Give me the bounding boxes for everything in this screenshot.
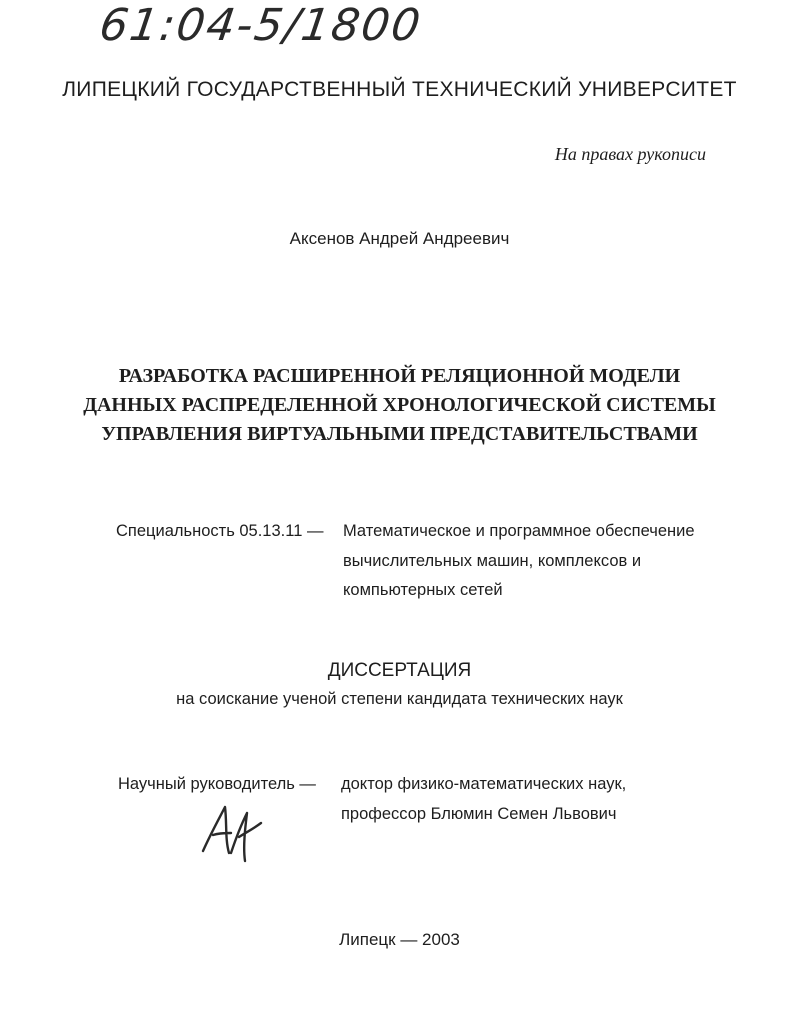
advisor-label: Научный руководитель — <box>118 775 316 793</box>
author-name: Аксенов Андрей Андреевич <box>289 229 510 248</box>
university-name: ЛИПЕЦКИЙ ГОСУДАРСТВЕННЫЙ ТЕХНИЧЕСКИЙ УНИВЕРСИТЕТ <box>62 78 737 101</box>
specialty-description <box>343 517 695 606</box>
work-type: ДИССЕРТАЦИЯ <box>327 660 472 681</box>
specialty-line: вычислительных машин, комплексов и <box>343 551 642 570</box>
title-line: РАЗРАБОТКА РАСШИРЕННОЙ РЕЛЯЦИОННОЙ МОДЕЛИ <box>118 365 681 387</box>
signature-image <box>195 803 275 863</box>
title-line: УПРАВЛЕНИЯ ВИРТУАЛЬНЫМИ ПРЕДСТАВИТЕЛЬСТВАМИ <box>101 423 698 445</box>
specialty-line: компьютерных сетей <box>343 581 503 599</box>
advisor-description <box>341 770 626 829</box>
handwritten-archive-number: 61:04-5/1800 <box>96 0 426 51</box>
city-year: Липецк — 2003 <box>339 930 460 949</box>
specialty-line: Математическое и программное обеспечение <box>343 522 695 540</box>
rights-note: На правах рукописи <box>554 144 706 164</box>
degree-line: на соискание ученой степени кандидата технических наук <box>176 690 623 708</box>
dissertation-title <box>0 362 799 449</box>
advisor-line: профессор Блюмин Семен Львович <box>341 804 617 823</box>
title-line: ДАННЫХ РАСПРЕДЕЛЕННОЙ ХРОНОЛОГИЧЕСКОЙ СИСТЕМЫ <box>83 394 716 416</box>
specialty-label: Специальность 05.13.11 — <box>116 522 324 540</box>
advisor-line: доктор физико-математических наук, <box>341 775 627 793</box>
